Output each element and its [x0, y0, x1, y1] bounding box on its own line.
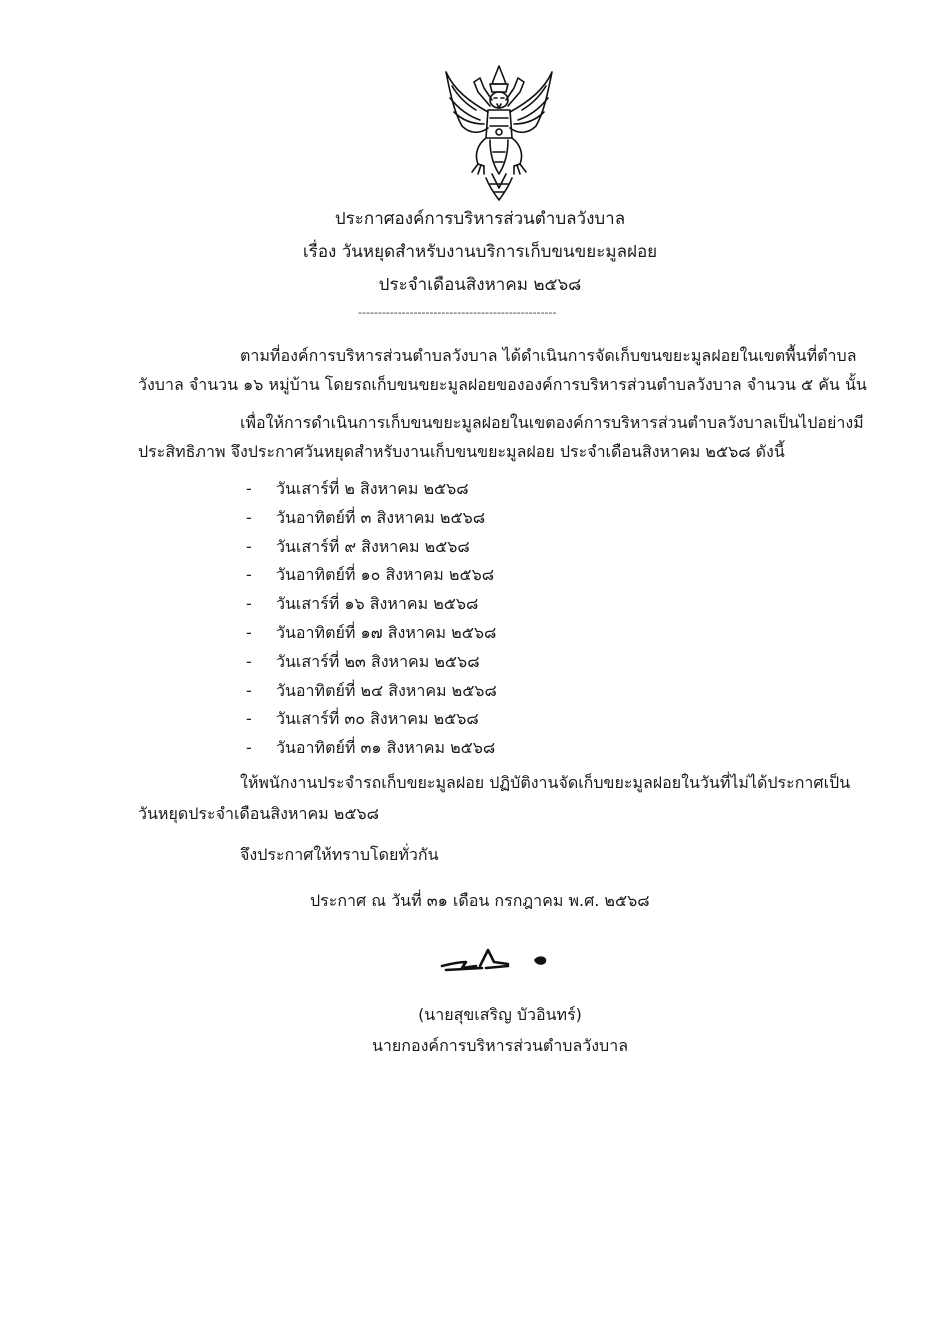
paragraph-3-line-2: วันหยุดประจำเดือนสิงหาคม ๒๕๖๘ [138, 804, 379, 823]
holiday-date: วันอาทิตย์ที่ ๓ สิงหาคม ๒๕๖๘ [276, 507, 486, 527]
holiday-date: วันอาทิตย์ที่ ๓๑ สิงหาคม ๒๕๖๘ [276, 738, 496, 758]
holiday-date: วันเสาร์ที่ ๒ สิงหาคม ๒๕๖๘ [276, 479, 469, 498]
announcement-period: ประจำเดือนสิงหาคม ๒๕๖๘ [378, 275, 582, 295]
list-bullet: - [246, 709, 252, 729]
list-bullet: - [246, 738, 252, 758]
list-bullet: - [246, 507, 252, 527]
holiday-date: วันเสาร์ที่ ๙ สิงหาคม ๒๕๖๘ [276, 536, 470, 556]
paragraph-1-line-1: ตามที่องค์การบริหารส่วนตำบลวังบาล ได้ดำเนินการจัดเก็บขนขยะมูลฝอยในเขตพื้นที่ตำบล [240, 346, 857, 365]
holiday-date: วันอาทิตย์ที่ ๑๗ สิงหาคม ๒๕๖๘ [276, 622, 497, 642]
signature-icon [436, 940, 552, 980]
paragraph-3-line-1: ให้พนักงานประจำรถเก็บขยะมูลฝอย ปฏิบัติงานจัดเก็บขยะมูลฝอยในวันที่ไม่ได้ประกาศเป็น [240, 773, 851, 792]
title-divider: -------------------------------------------------- [358, 306, 557, 319]
list-bullet: - [246, 565, 252, 585]
holiday-date: วันเสาร์ที่ ๑๖ สิงหาคม ๒๕๖๘ [276, 594, 479, 614]
announcement-subject: เรื่อง วันหยุดสำหรับงานบริการเก็บขนขยะมูลฝอย [302, 242, 658, 262]
announcement-date: ประกาศ ณ วันที่ ๓๑ เดือน กรกฎาคม พ.ศ. ๒๕๖๘ [310, 891, 650, 910]
holiday-date: วันเสาร์ที่ ๓๐ สิงหาคม ๒๕๖๘ [276, 709, 479, 729]
holiday-date: วันอาทิตย์ที่ ๑๐ สิงหาคม ๒๕๖๘ [276, 565, 495, 585]
announcement-title: ประกาศองค์การบริหารส่วนตำบลวังบาล [334, 209, 626, 229]
list-bullet: - [246, 680, 252, 700]
signer-name: (นายสุขเสริญ บัวอินทร์) [418, 1005, 582, 1024]
holiday-date: วันเสาร์ที่ ๒๓ สิงหาคม ๒๕๖๘ [276, 651, 480, 671]
paragraph-2-line-2: ประสิทธิภาพ จึงประกาศวันหยุดสำหรับงานเก็บขนขยะมูลฝอย ประจำเดือนสิงหาคม ๒๕๖๘ ดังนี้ [138, 442, 785, 461]
list-bullet: - [246, 651, 252, 671]
closing-statement: จึงประกาศให้ทราบโดยทั่วกัน [240, 845, 439, 864]
paragraph-2-line-1: เพื่อให้การดำเนินการเก็บขนขยะมูลฝอยในเขตองค์การบริหารส่วนตำบลวังบาลเป็นไปอย่างมี [240, 413, 864, 432]
list-bullet: - [246, 536, 252, 556]
signer-title: นายกองค์การบริหารส่วนตำบลวังบาล [371, 1036, 628, 1055]
list-bullet: - [246, 622, 252, 642]
garuda-emblem-icon [440, 62, 558, 202]
paragraph-1-line-2: วังบาล จำนวน ๑๖ หมู่บ้าน โดยรถเก็บขนขยะมูลฝอยขององค์การบริหารส่วนตำบลวังบาล จำนวน ๕ คัน นั้น [138, 375, 867, 394]
list-bullet: - [246, 479, 252, 498]
holiday-date: วันอาทิตย์ที่ ๒๔ สิงหาคม ๒๕๖๘ [276, 680, 497, 700]
list-bullet: - [246, 594, 252, 614]
